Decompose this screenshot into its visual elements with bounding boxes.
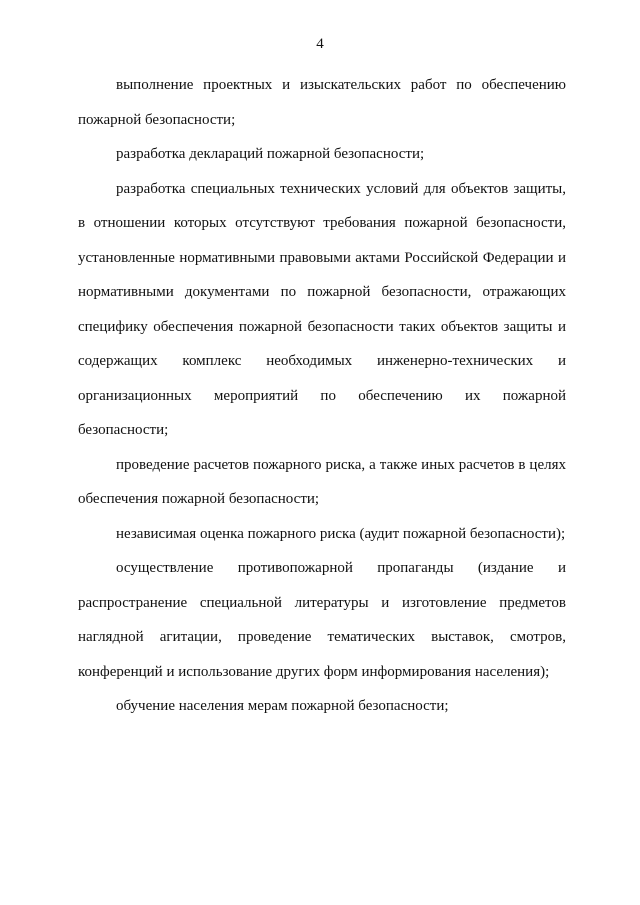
page-number: 4 <box>316 36 324 52</box>
paragraph-independent-risk-assessment: независимая оценка пожарного риска (аудит пожарной безопасности); <box>116 525 566 542</box>
document-body <box>78 68 566 724</box>
paragraph-special-technical-conditions: разработка специальных технических условий для объектов защиты, в отношении которых отсутствуют требования пожарной безопасности, установленные нормативными правовыми актами Российской Федерации и нормативными документами по пожарной безопасности, отражающих специфику обеспечения пожарной безопасности таких объектов защиты и содержащих комплекс необходимых инженерно-технических и организационных мероприятий по обеспечению их пожарной безопасности; <box>78 180 566 438</box>
paragraph-fire-prevention-propaganda: осуществление противопожарной пропаганды (издание и распространение специальной литературы и изготовление предметов наглядной агитации, проведение тематических выставок, смотров, конференций и использование других форм информирования населения); <box>78 560 566 680</box>
paragraph-fire-safety-declarations: разработка деклараций пожарной безопасности; <box>116 146 425 162</box>
paragraph-design-survey-work: выполнение проектных и изыскательских работ по обеспечению пожарной безопасности; <box>78 77 566 128</box>
paragraph-fire-risk-calculations: проведение расчетов пожарного риска, а также иных расчетов в целях обеспечения пожарной безопасности; <box>78 456 566 507</box>
paragraph-population-training: обучение населения мерам пожарной безопасности; <box>116 698 449 714</box>
